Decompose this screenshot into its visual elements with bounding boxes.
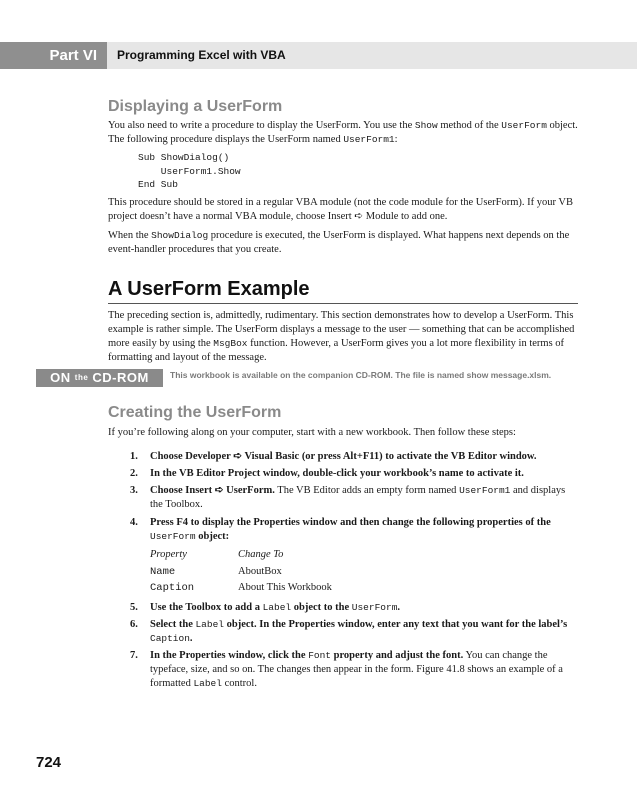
paragraph-example-intro: The preceding section is, admittedly, rudimentary. This section demonstrates how to develop a UserForm. This example is rather simple. The UserForm displays a message to the user — something that can be accomplished more easily by using the MsgBox function. However, a UserForm gives you a lot more flexibility in terms of formatting and layout of the message. <box>108 310 575 363</box>
table-header-change-to: Change To <box>238 549 284 560</box>
step-2: 2. In the VB Editor Project window, double-click your workbook’s name to activate it. <box>130 468 524 479</box>
table-row <box>150 581 332 597</box>
paragraph-showdialog-executed: When the ShowDialog procedure is executed, the UserForm is displayed. What happens next depends on the event-handler procedures that you create. <box>108 230 570 255</box>
step-3: 3. Choose Insert ➪ UserForm. The VB Editor adds an empty form named UserForm1 and displays the Toolbox. <box>130 485 566 510</box>
paragraph-steps-intro: If you’re following along on your computer, start with a new workbook. Then follow these steps: <box>108 427 516 438</box>
code-line: UserForm1.Show <box>138 165 241 177</box>
step-6: 6. Select the Label object. In the Properties window, enter any text that you want for the label’s Caption. <box>130 619 568 644</box>
table-cell: About This Workbook <box>238 582 332 593</box>
table-cell: Name <box>150 566 176 578</box>
table-header-property: Property <box>150 549 187 560</box>
table-cell: AboutBox <box>238 566 282 577</box>
table-cell: Caption <box>150 582 195 594</box>
step-7: 7. In the Properties window, click the Font property and adjust the font. You can change the typeface, size, and so on. The changes then appear in the form. Figure 41.8 shows an example of a formatted Label control. <box>130 650 563 689</box>
code-line: Sub ShowDialog() <box>138 152 230 163</box>
running-header <box>0 42 637 69</box>
steps-list <box>108 450 574 691</box>
heading-creating-userform: Creating the UserForm <box>108 404 282 421</box>
table-row <box>150 565 332 581</box>
heading-userform-example: A UserForm Example <box>108 278 578 304</box>
chapter-title: Programming Excel with VBA <box>117 48 286 62</box>
code-line: End Sub <box>138 179 178 190</box>
paragraph-module-note: This procedure should be stored in a regular VBA module (not the code module for the UserForm). If your VB project doesn’t have a normal VBA module, choose Insert ➪ Module to add one. <box>108 197 574 222</box>
step-4: 4. Press F4 to display the Properties window and then change the following properties of the UserForm object: Property Change To Name AboutBox Caption About This Workbook <box>108 516 574 597</box>
page-number: 724 <box>36 754 62 771</box>
heading-displaying-userform: Displaying a UserForm <box>108 98 283 115</box>
part-label: Part VI <box>0 42 107 69</box>
paragraph-show-method: You also need to write a procedure to display the UserForm. You use the Show method of the UserForm object. The following procedure displays the UserForm named UserForm1: <box>108 120 578 145</box>
table-header-row <box>150 548 332 565</box>
step-1: 1. Choose Developer ➪ Visual Basic (or press Alt+F11) to activate the VB Editor window. <box>130 451 537 462</box>
properties-table <box>150 548 332 597</box>
code-block-showdialog <box>138 151 241 192</box>
step-5: 5. Use the Toolbox to add a Label object to the UserForm. <box>130 602 401 613</box>
cd-rom-note: This workbook is available on the companion CD-ROM. The file is named show message.xlsm. <box>170 370 552 380</box>
on-the-cd-rom-badge: ON the CD-ROM <box>36 369 163 387</box>
